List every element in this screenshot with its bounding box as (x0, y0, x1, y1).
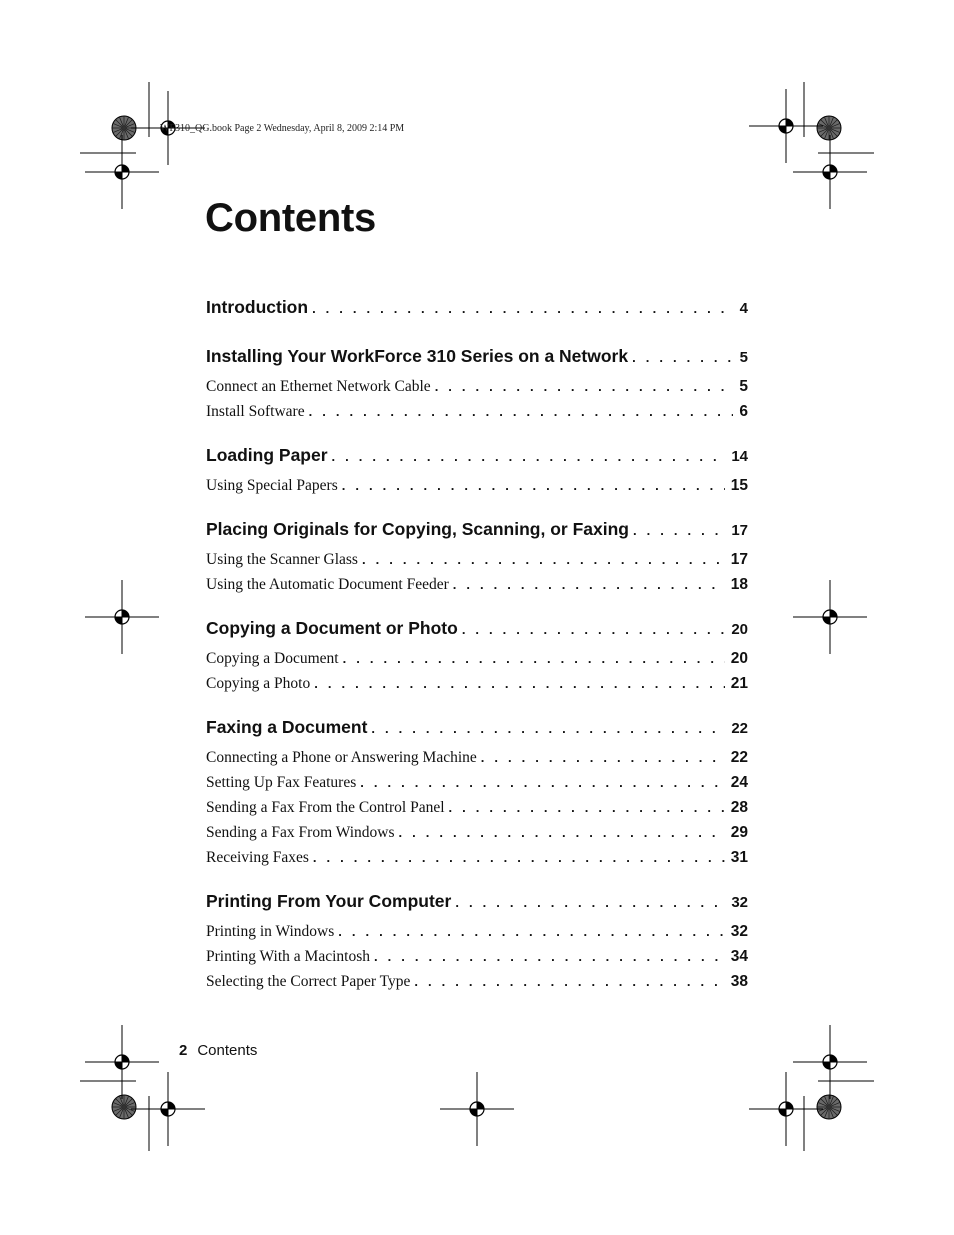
toc-heading-label: Printing From Your Computer (206, 891, 452, 911)
dot-leader (343, 651, 725, 666)
dot-leader (481, 750, 725, 765)
toc-entry[interactable] (206, 774, 748, 799)
toc-heading-label: Placing Originals for Copying, Scanning, or Faxing (206, 519, 629, 539)
dot-leader (338, 924, 724, 939)
dot-leader (342, 478, 725, 493)
toc-entry[interactable] (206, 799, 748, 824)
toc-heading[interactable] (206, 519, 748, 551)
toc-heading[interactable] (206, 891, 748, 923)
toc-page-number: 29 (730, 824, 748, 841)
toc-heading[interactable] (206, 717, 748, 749)
dot-leader (371, 721, 725, 736)
toc-section (206, 346, 748, 428)
toc-page-number: 31 (730, 849, 748, 866)
dot-leader (453, 577, 725, 592)
toc-page-number: 38 (730, 973, 748, 990)
dot-leader (360, 775, 725, 790)
dot-leader (332, 449, 726, 464)
toc-entry[interactable] (206, 923, 748, 948)
toc-entry-label: Sending a Fax From the Control Panel (206, 799, 445, 816)
dot-leader (362, 552, 725, 567)
dot-leader (462, 622, 726, 637)
dot-leader (313, 850, 725, 865)
toc-page-number: 32 (730, 923, 748, 940)
toc-page-number: 24 (730, 774, 748, 791)
toc-entry[interactable] (206, 576, 748, 601)
footer-page-number: 2 (179, 1042, 188, 1059)
toc-section (206, 618, 748, 700)
toc-section (206, 891, 748, 998)
dot-leader (374, 949, 725, 964)
toc-entry-label: Receiving Faxes (206, 849, 309, 866)
footer-label: Contents (197, 1042, 258, 1059)
toc-section (206, 717, 748, 874)
toc-entry-label: Setting Up Fax Features (206, 774, 357, 791)
toc-page-number: 17 (731, 522, 748, 539)
toc-page-number: 6 (739, 403, 748, 420)
toc-entry-label: Using Special Papers (206, 477, 338, 494)
toc-page-number: 5 (739, 378, 748, 395)
toc-heading-label: Installing Your WorkForce 310 Series on a Network (206, 346, 629, 366)
toc-entry[interactable] (206, 378, 748, 403)
page-footer (179, 1042, 257, 1059)
toc-entry-label: Connecting a Phone or Answering Machine (206, 749, 477, 766)
toc-entry-label: Printing With a Macintosh (206, 948, 370, 965)
print-slug: WF310_QG.book Page 2 Wednesday, April 8, 2009 2:14 PM (160, 123, 405, 134)
toc-heading-label: Loading Paper (206, 445, 328, 465)
dot-leader (633, 523, 725, 538)
toc-entry[interactable] (206, 675, 748, 700)
dot-leader (309, 404, 734, 419)
toc-page-number: 4 (739, 300, 748, 317)
toc-entry-label: Using the Scanner Glass (206, 551, 358, 568)
toc-page-number: 15 (730, 477, 748, 494)
toc-heading-label: Copying a Document or Photo (206, 618, 458, 638)
toc-heading-label: Introduction (206, 297, 309, 317)
toc-entry[interactable] (206, 973, 748, 998)
dot-leader (414, 974, 724, 989)
dot-leader (312, 301, 734, 316)
toc-page-number: 34 (730, 948, 748, 965)
toc-heading[interactable] (206, 445, 748, 477)
toc-page-number: 20 (730, 650, 748, 667)
toc-page-number: 20 (731, 621, 748, 638)
toc-entry[interactable] (206, 477, 748, 502)
toc-heading-label: Faxing a Document (206, 717, 368, 737)
toc-page-number: 22 (731, 720, 748, 737)
dot-leader (399, 825, 725, 840)
toc-entry[interactable] (206, 824, 748, 849)
toc-entry-label: Sending a Fax From Windows (206, 824, 395, 841)
page-title: Contents (205, 196, 376, 240)
toc-entry[interactable] (206, 948, 748, 973)
toc-entry-label: Connect an Ethernet Network Cable (206, 378, 431, 395)
toc-entry-label: Printing in Windows (206, 923, 335, 940)
dot-leader (314, 676, 725, 691)
dot-leader (449, 800, 725, 815)
toc-entry-label: Copying a Photo (206, 675, 311, 692)
dot-leader (455, 895, 725, 910)
toc-heading[interactable] (206, 346, 748, 378)
toc-entry[interactable] (206, 849, 748, 874)
toc-entry-label: Install Software (206, 403, 305, 420)
toc-page-number: 5 (739, 349, 748, 366)
dot-leader (632, 350, 734, 365)
toc-page-number: 22 (730, 749, 748, 766)
toc-heading[interactable] (206, 618, 748, 650)
toc-entry[interactable] (206, 403, 748, 428)
toc-page-number: 28 (730, 799, 748, 816)
dot-leader (435, 379, 734, 394)
toc-entry[interactable] (206, 551, 748, 576)
toc-page-number: 21 (730, 675, 748, 692)
toc-section (206, 445, 748, 502)
toc-section (206, 519, 748, 601)
toc-entry-label: Selecting the Correct Paper Type (206, 973, 411, 990)
toc-heading[interactable] (206, 297, 748, 329)
toc-page-number: 18 (730, 576, 748, 593)
toc-entry[interactable] (206, 650, 748, 675)
toc-page-number: 32 (731, 894, 748, 911)
toc-page-number: 17 (730, 551, 748, 568)
toc-entry-label: Using the Automatic Document Feeder (206, 576, 449, 593)
toc-entry[interactable] (206, 749, 748, 774)
toc-section (206, 297, 748, 329)
table-of-contents (206, 297, 748, 1015)
toc-entry-label: Copying a Document (206, 650, 339, 667)
toc-page-number: 14 (731, 448, 748, 465)
